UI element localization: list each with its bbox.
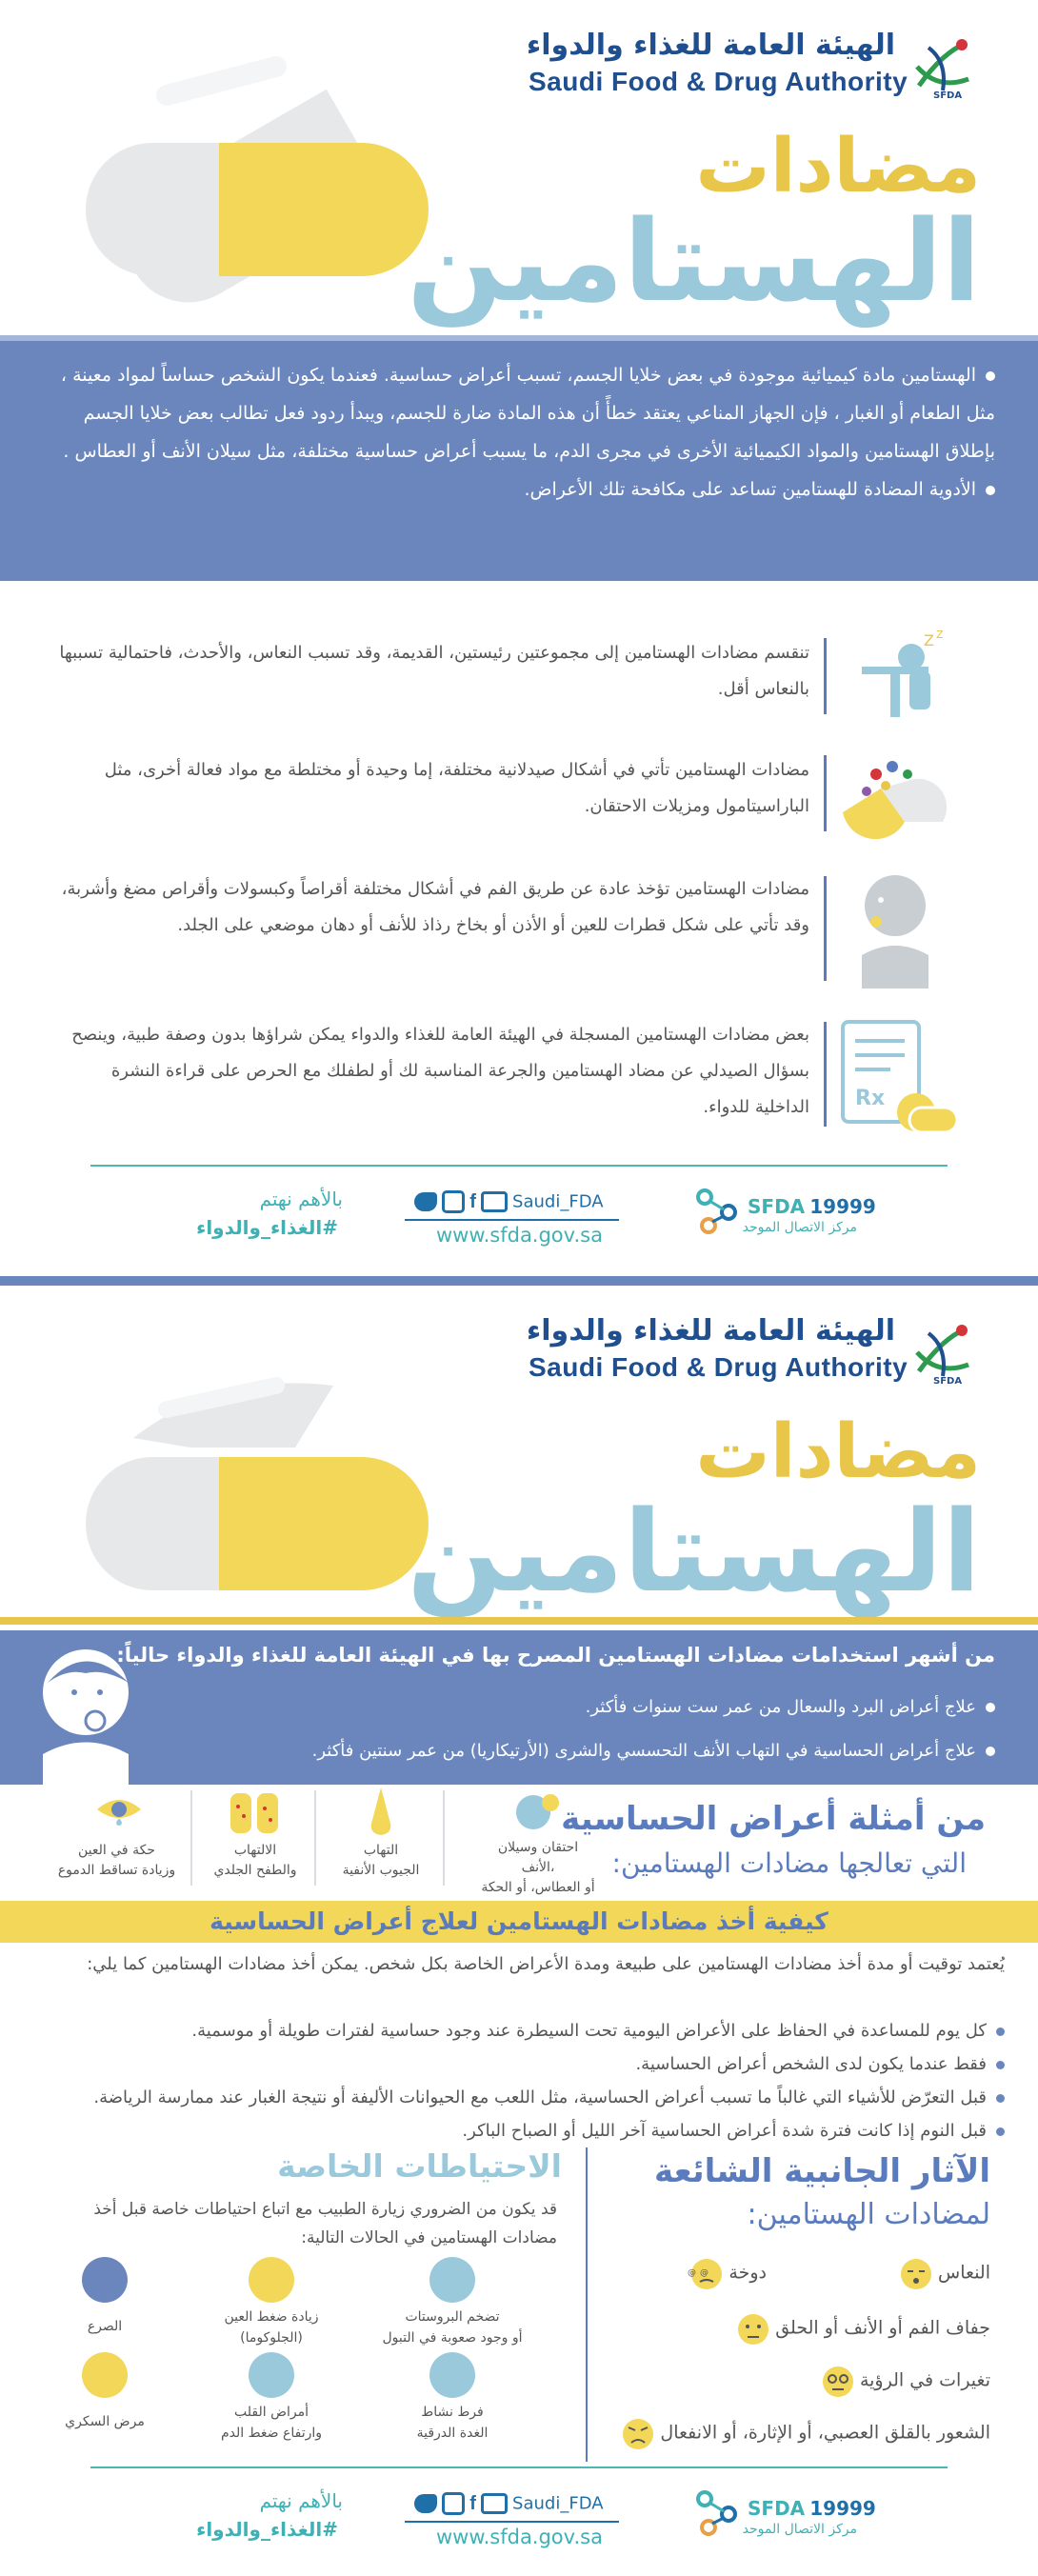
precautions-intro: قد يكون من الضروري زيارة الطبيب مع اتباع احتياطات خاصة قبل أخذ مضادات الهستامين في الحالات التالية: (93, 2200, 557, 2247)
examples-title: من أمثلة أعراض الحساسية (561, 1800, 986, 1838)
symptom-label: التهاب (363, 1843, 399, 1858)
side-effect-item (727, 2312, 990, 2346)
sfda-logo (909, 1319, 976, 1395)
precautions-title: الاحتياطات الخاصة (277, 2147, 562, 2185)
instagram-icon[interactable] (442, 1190, 465, 1213)
side-effect-item (680, 2257, 767, 2291)
svg-text:Z: Z (936, 629, 944, 641)
hotline-number: 19999 (809, 2497, 876, 2520)
precaution-item (367, 2352, 538, 2443)
facebook-icon[interactable]: f (469, 2492, 476, 2514)
eye-pressure-icon (249, 2257, 294, 2303)
youtube-icon[interactable] (481, 1191, 508, 1212)
symptom-label: الالتهاب (233, 1843, 277, 1858)
footer-tagline: بالأهم نهتم (259, 1188, 343, 1210)
symptom-item (333, 1786, 429, 1890)
approved-bullet: علاج أعراض الحساسية في التهاب الأنف التحسسي والشرى (الأرتيكاريا) من عمر سنتين فأكثر. (186, 1729, 995, 1773)
svg-text:Z: Z (924, 631, 934, 649)
hotline-brand: SFDA (748, 1195, 806, 1218)
how-to-banner (0, 1901, 1038, 1943)
hotline-logo-icon (695, 1186, 743, 1238)
precaution-item (43, 2257, 167, 2347)
thyroid-icon (429, 2352, 475, 2398)
title-line2: الهستامين (407, 1486, 981, 1617)
symptom-label: احتقان وسيلان الأنف، (497, 1840, 579, 1875)
panel-one (0, 0, 1038, 1257)
angry-face-icon (621, 2417, 655, 2451)
how-to-bullet: قبل النوم إذا كانت فترة شدة أعراض الحساسية آخر الليل أو الصباح الباكر. (38, 2114, 1005, 2147)
svg-text:Rx: Rx (855, 1087, 886, 1110)
call-center-label: مركز الاتصال الموحد (742, 2522, 857, 2537)
org-name-en: Saudi Food & Drug Authority (529, 67, 908, 96)
heart-icon (249, 2352, 294, 2398)
footer-hashtag: #الغذاء_والدواء (196, 2518, 338, 2541)
section-text: مضادات الهستامين تؤخذ عادة عن طريق الفم في أشكال مختلفة أقراصاً وكبسولات وأقراص مضغ وأشربة، وقد تأتي على شكل قطرات للعين أو الأذن أو بخاخ رذاذ للأنف أو دهان موضعي على الجلد. (61, 879, 809, 935)
side-effect-label: دوخة (729, 2262, 767, 2284)
title-line1: مضادات (695, 124, 981, 210)
symptom-label: وزيادة تساقط الدموع (57, 1863, 176, 1878)
watery-eye-icon (95, 1790, 143, 1838)
org-name-en: Saudi Food & Drug Authority (529, 1352, 908, 1382)
footer (0, 1176, 1038, 1252)
footer-handle[interactable]: Saudi_FDA (512, 2493, 604, 2514)
blood-drop-icon (82, 2352, 128, 2398)
side-effect-item (889, 2257, 990, 2291)
intro-text-block (38, 356, 995, 509)
footer-website[interactable]: www.sfda.gov.sa (436, 2526, 603, 2548)
twitter-icon[interactable] (414, 1192, 437, 1211)
sneezing-nose-icon (514, 1786, 562, 1833)
info-section (0, 624, 1038, 729)
section-text: تنقسم مضادات الهستامين إلى مجموعتين رئيستين، القديمة، وقد تسبب النعاس، والأحدث، فاحتمالية تسببها بالنعاس أقل. (59, 643, 809, 699)
footer-tagline: بالأهم نهتم (259, 2489, 343, 2512)
precaution-label: وارتفاع ضغط الدم (220, 2426, 322, 2441)
footer-rule (90, 1165, 948, 1167)
intro-bullet: الهستامين مادة كيميائية موجودة في بعض خلايا الجسم، تسبب أعراض حساسية. فعندما يكون الشخص حساساً لمواد معينة ، مثل الطعام أو الغبار ، فإن الجهاز المناعي يعتقد خطأً أن هذه المادة ضارة للجسم، ويبدأ ردود فعل تطالب بعض خلايا الجسم بإطلاق الهستامين والمواد الكيميائية الأخرى في مجرى الدم، ما يسبب أعراض حساسية مختلفة، مثل سيلان الأنف أو العطاس . (60, 365, 995, 462)
side-effect-label: النعاس (938, 2262, 990, 2284)
precaution-label: أمراض القلب (234, 2405, 309, 2420)
hotline-brand: SFDA (748, 2497, 806, 2520)
hotline-logo-icon (695, 2487, 743, 2540)
info-section (0, 862, 1038, 995)
precaution-label: أو وجود صعوبة في التبول (382, 2330, 523, 2346)
side-effect-label: الشعور بالقلق العصبي، أو الإثارة، أو الانفعال (660, 2422, 990, 2444)
precaution-label: الصرع (87, 2319, 123, 2334)
approved-title: من أشهر استخدامات مضادات الهستامين المصرح بها في الهيئة العامة للغذاء والدواء حالياً: (116, 1644, 995, 1667)
symptom-item (208, 1786, 303, 1890)
how-to-bullet: فقط عندما يكون لدى الشخص أعراض الحساسية. (38, 2047, 1005, 2081)
sfda-logo (909, 33, 976, 110)
sfda-logo-abbr: SFDA (933, 90, 963, 101)
footer-website[interactable]: www.sfda.gov.sa (436, 1224, 603, 1247)
precaution-label: زيادة ضغط العين (224, 2309, 319, 2325)
twitter-icon[interactable] (414, 2494, 437, 2513)
social-icons (414, 1190, 604, 1213)
brain-icon (82, 2257, 128, 2303)
symptom-label: الجيوب الأنفية (342, 1863, 420, 1878)
prescription-icon (838, 1017, 962, 1141)
panel-divider (0, 1276, 1038, 1286)
precaution-label: مرض السكري (65, 2414, 145, 2429)
instagram-icon[interactable] (442, 2492, 465, 2515)
panel-two (0, 1286, 1038, 2576)
precaution-item (195, 2352, 348, 2443)
svg-text:@: @ (700, 2268, 709, 2278)
rash-hands-icon (227, 1786, 284, 1838)
symptom-item (481, 1786, 595, 1895)
precaution-label: تضخم البروستات (405, 2309, 500, 2325)
info-section (0, 741, 1038, 850)
side-effects-title: الآثار الجانبية الشائعة (654, 2152, 990, 2190)
svg-text:@: @ (688, 2268, 697, 2278)
capsule-illustration (76, 38, 457, 352)
blurred-vision-face-icon (821, 2365, 855, 2399)
hotline-number: 19999 (809, 1195, 876, 1218)
dizzy-face-icon (689, 2257, 724, 2291)
how-to-bullet: كل يوم للمساعدة في الحفاظ على الأعراض اليومية تحت السيطرة عند وجود حساسية لفترات طويلة أو موسمية. (38, 2014, 1005, 2047)
symptom-label: والطفح الجلدي (213, 1863, 297, 1878)
side-effects-subtitle: لمضادات الهستامين: (747, 2198, 990, 2231)
youtube-icon[interactable] (481, 2493, 508, 2514)
section-text: بعض مضادات الهستامين المسجلة في الهيئة العامة للغذاء والدواء يمكن شراؤها بدون وصفة طبية، وينصح بسؤال الصيدلي عن مضاد الهستامين والجرعة المناسبة لك أو لطفلك مع الحرص على قراءة النشرة الداخلية للدواء. (71, 1025, 809, 1117)
approved-band (0, 1630, 1038, 1785)
precaution-label: الغدة الدرقية (416, 2426, 489, 2441)
precaution-item (43, 2352, 167, 2443)
pill-capsules-icon (833, 746, 957, 850)
approved-bullet: علاج أعراض البرد والسعال من عمر ست سنوات فأكثر. (186, 1686, 995, 1729)
title-line1: مضادات (695, 1409, 981, 1495)
precaution-item (195, 2257, 348, 2347)
precaution-label: (الجلوكوما) (240, 2330, 303, 2346)
title-line2: الهستامين (407, 195, 981, 327)
footer (0, 2478, 1038, 2554)
dry-mouth-face-icon (736, 2312, 770, 2346)
symptom-label: حكة في العين (78, 1843, 155, 1858)
hotline[interactable] (748, 1195, 876, 1218)
how-to-intro: يُعتمد توقيت أو مدة أخذ مضادات الهستامين على طبيعة ومدة الأعراض الخاصة بكل شخص. يمكن أخذ مضادات الهستامين كما يلي: (87, 1954, 1005, 1974)
side-effect-label: تغيرات في الرؤية (859, 2369, 990, 2391)
symptom-item (52, 1786, 181, 1890)
how-to-bullet: قبل التعرّض للأشياء التي غالباً ما تسبب أعراض الحساسية، مثل اللعب مع الحيوانات الأليفة أو نتيجة الغبار عند ممارسة الرياضة. (38, 2081, 1005, 2114)
capsule-illustration (76, 1352, 457, 1647)
side-effect-item (811, 2365, 990, 2399)
section-text: مضادات الهستامين تأتي في أشكال صيدلانية مختلفة، إما وحيدة أو مختلطة مع مواد فعالة أخرى، مثل الباراسيتامول ومزيلات الاحتقان. (104, 760, 809, 816)
social-icons (414, 2492, 604, 2515)
intro-bullet: الأدوية المضادة للهستامين تساعد على مكافحة تلك الأعراض. (38, 470, 995, 509)
hotline[interactable] (748, 2497, 876, 2520)
org-name-ar: الهيئة العامة للغذاء والدواء (526, 1314, 895, 1348)
prostate-icon (429, 2257, 475, 2303)
approved-list (186, 1686, 995, 1773)
drowsy-student-icon (852, 629, 957, 724)
how-to-list (38, 2014, 1005, 2147)
footer-handle[interactable]: Saudi_FDA (512, 1191, 604, 1212)
side-effect-label: جفاف الفم أو الأنف أو الحلق (775, 2317, 990, 2339)
org-name-ar: الهيئة العامة للغذاء والدواء (526, 29, 895, 62)
examples-subtitle: التي تعالجها مضادات الهستامين: (611, 1847, 967, 1879)
precaution-label: فرط نشاط (421, 2405, 484, 2420)
intro-band (0, 335, 1038, 581)
precaution-item (367, 2257, 538, 2347)
call-center-label: مركز الاتصال الموحد (742, 1220, 857, 1235)
sfda-logo-abbr: SFDA (933, 1376, 963, 1387)
side-effect-item (611, 2417, 990, 2451)
info-section (0, 1008, 1038, 1141)
footer-hashtag: #الغذاء_والدواء (196, 1216, 338, 1239)
how-to-banner-text: كيفية أخذ مضادات الهستامين لعلاج أعراض الحساسية (210, 1907, 828, 1935)
footer-rule (90, 2466, 948, 2468)
sleepy-face-icon (899, 2257, 933, 2291)
facebook-icon[interactable]: f (469, 1190, 476, 1212)
nose-icon (362, 1786, 400, 1838)
symptom-label: أو العطاس، أو الحكة (481, 1880, 595, 1895)
person-taking-pill-icon (852, 869, 957, 988)
